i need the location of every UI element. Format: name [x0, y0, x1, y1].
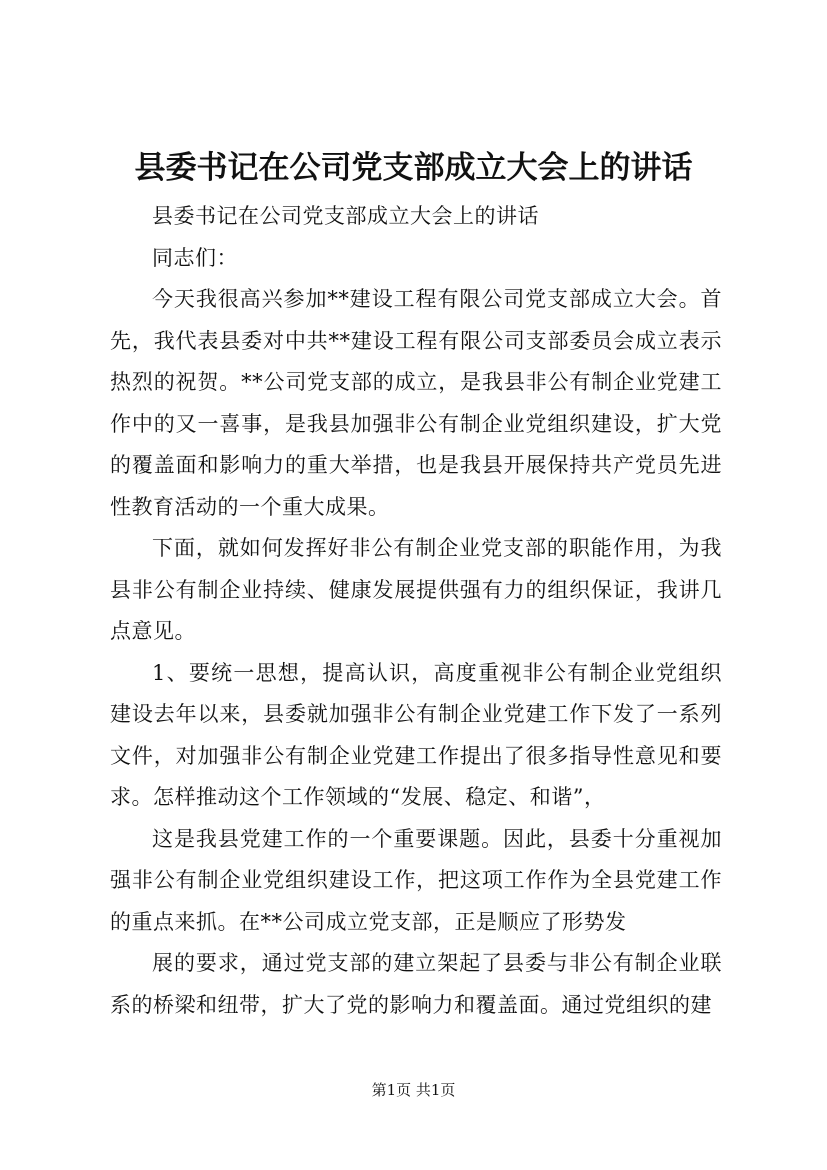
paragraph-point-1-cont-2: 展的要求，通过党支部的建立架起了县委与非公有制企业联系的桥梁和纽带，扩大了党的影响力和覆盖面。通过党组织的建 [110, 951, 722, 1017]
paragraph-opening: 今天我很高兴参加**建设工程有限公司党支部成立大会。首先，我代表县委对中共**建设工程有限公司支部委员会成立表示热烈的祝贺。**公司党支部的成立，是我县非公有制企业党建工作中的又一喜事，是我县加强非公有制企业党组织建设，扩大党的覆盖面和影响力的重大举措，也是我县开展保持共产党员先进性教育活动的一个重大成果。 [110, 287, 722, 519]
paragraph-subtitle: 县委书记在公司党支部成立大会上的讲话 [152, 204, 539, 228]
page-footer: 第1页 共1页 [371, 1081, 456, 1099]
paragraph-salutation: 同志们： [152, 245, 238, 270]
paragraph-point-1: 1、要统一思想，提高认识，高度重视非公有制企业党组织建设去年以来，县委就加强非公有制企业党建工作下发了一系列文件，对加强非公有制企业党建工作提出了很多指导性意见和要求。怎样推动这个工作领域的“发展、稳定、和谐”， [110, 660, 722, 809]
paragraph-point-1-cont: 这是我县党建工作的一个重要课题。因此，县委十分重视加强非公有制企业党组织建设工作，把这项工作作为全县党建工作的重点来抓。在**公司成立党支部，正是顺应了形势发 [110, 826, 722, 934]
document-title: 县委书记在公司党支部成立大会上的讲话 [134, 150, 693, 186]
paragraph-intro-points: 下面，就如何发挥好非公有制企业党支部的职能作用，为我县非公有制企业持续、健康发展提供强有力的组织保证，我讲几点意见。 [110, 536, 722, 643]
document-body [110, 196, 722, 1026]
